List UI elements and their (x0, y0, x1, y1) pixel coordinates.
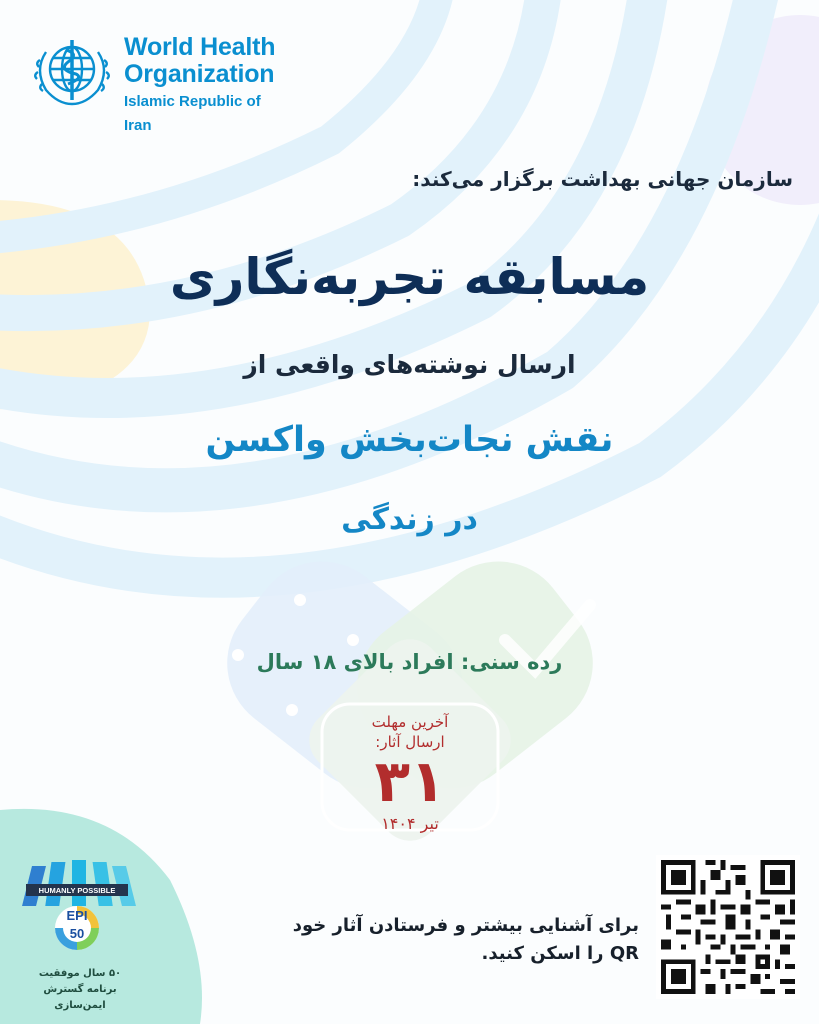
org-name-line2: Organization (124, 60, 275, 88)
epi-caption-line1: ۵۰ سال موفقیت (38, 968, 122, 979)
who-wordmark (124, 34, 288, 138)
org-subtitle: Islamic Republic of Iran (124, 93, 261, 134)
subtitle-line3: در زندگی (341, 502, 478, 537)
qr-code-icon[interactable] (656, 855, 800, 999)
epi-caption (20, 966, 140, 1014)
epi-50-logo-icon (20, 858, 140, 966)
deadline-label-line2: ارسال آثار: (375, 733, 445, 751)
deadline-card (318, 700, 502, 834)
org-name-line1: World Health (124, 33, 276, 61)
age-group-text: رده سنی: افراد بالای ۱۸ سال (256, 650, 563, 674)
epi-logo (20, 858, 140, 1011)
who-logo[interactable] (28, 30, 288, 134)
subtitle-line1: ارسال نوشته‌های واقعی از (243, 350, 576, 379)
epi-logo-number: 50 (69, 926, 85, 941)
qr-instructions-line2: QR را اسکن کنید. (481, 943, 639, 964)
page-title: مسابقه تجربه‌نگاری (169, 248, 650, 306)
epi-caption-line2: برنامه گسترش ایمن‌سازی (43, 984, 117, 1011)
epi-tagline: HUMANLY POSSIBLE (38, 886, 116, 895)
deadline-month-year: تیر ۱۴۰۴ (381, 814, 439, 833)
who-emblem-icon (28, 32, 116, 110)
deadline-label-line1: آخرین مهلت (371, 713, 449, 731)
deadline-label (318, 712, 502, 752)
qr-instructions (219, 912, 639, 968)
subtitle-line2: نقش نجات‌بخش واکسن (205, 420, 614, 460)
deadline-day: ۳۱ (374, 747, 446, 815)
qr-instructions-line1: برای آشنایی بیشتر و فرستادن آثار خود (292, 915, 639, 936)
intro-text: سازمان جهانی بهداشت برگزار می‌کند: (412, 167, 793, 191)
epi-logo-text: EPI (66, 908, 88, 923)
